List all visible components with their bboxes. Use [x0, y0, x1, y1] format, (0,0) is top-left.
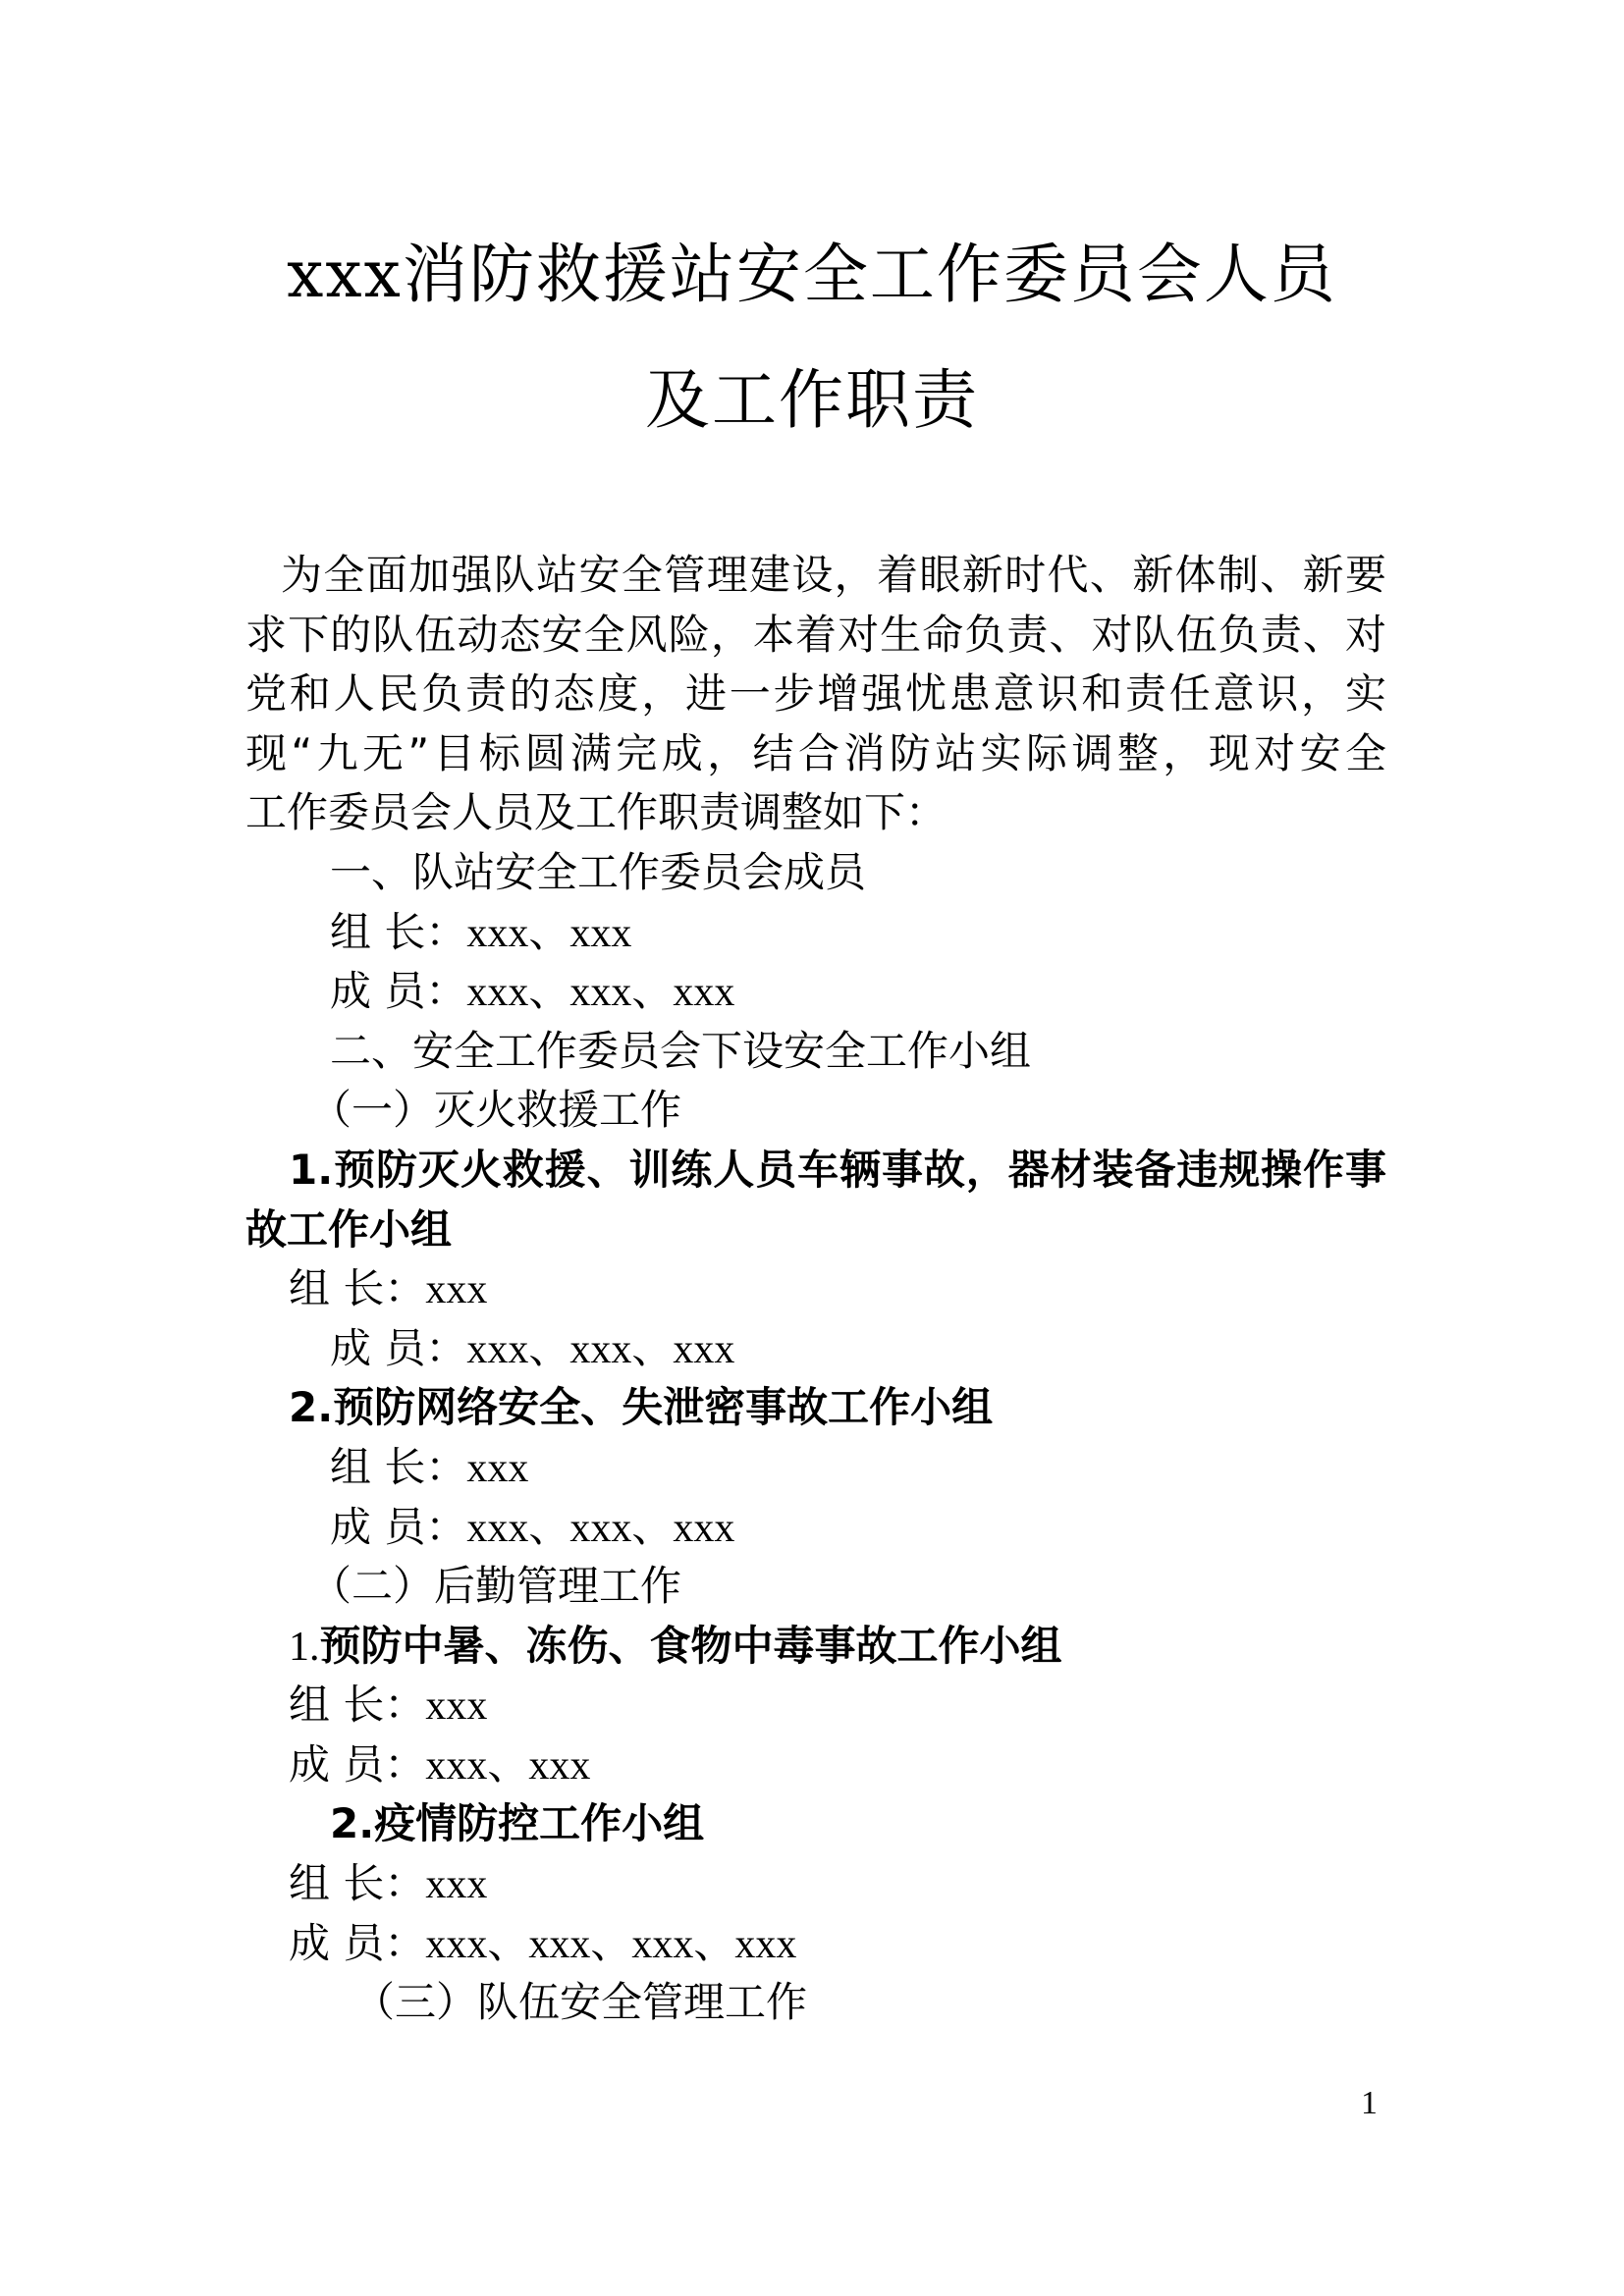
intro-line: 现“九无”目标圆满完成，结合消防站实际调整，现对安全	[245, 728, 1386, 777]
group-number: 1.	[289, 1624, 320, 1670]
group-1-2-title: 2.预防网络安全、失泄密事故工作小组	[289, 1383, 994, 1432]
group-2-1-title	[245, 1617, 1386, 1677]
leader-label: 组 长：	[289, 1681, 426, 1730]
members-value: xxx、xxx、xxx	[466, 1326, 735, 1372]
leader-value: xxx、xxx	[466, 910, 632, 956]
members-label: 成 员：	[289, 1739, 426, 1789]
document-title-line-1: xxx消防救援站安全工作委员会人员	[287, 237, 1337, 312]
members-label: 成 员：	[330, 967, 467, 1016]
page-number: 1	[1361, 2085, 1378, 2121]
group-2-2-members	[245, 1914, 1386, 1974]
leader-value: xxx	[466, 1445, 529, 1491]
members-value: xxx、xxx、xxx	[466, 970, 735, 1016]
section-1-leader	[245, 903, 1386, 963]
group-1-2-members	[245, 1498, 1386, 1558]
section-2-heading: 二、安全工作委员会下设安全工作小组	[330, 1026, 1032, 1075]
members-label: 成 员：	[289, 1918, 426, 1967]
group-2-1-leader	[245, 1676, 1386, 1735]
intro-line: 为全面加强队站安全管理建设，着眼新时代、新体制、新要	[281, 551, 1386, 599]
document-title-line-2: 及工作职责	[645, 362, 979, 438]
leader-label: 组 长：	[330, 1442, 467, 1491]
document-body	[245, 546, 1386, 2033]
group-1-2-leader	[245, 1438, 1386, 1498]
subsection-2-heading: （二）后勤管理工作	[310, 1562, 682, 1611]
section-1-heading: 一、队站安全工作委员会成员	[330, 847, 867, 896]
group-1-1-leader	[245, 1259, 1386, 1319]
intro-line: 党和人民负责的态度，进一步增强忧患意识和责任意识，实	[245, 669, 1386, 719]
leader-label: 组 长：	[330, 907, 467, 956]
section-1-members	[245, 962, 1386, 1022]
leader-label: 组 长：	[289, 1859, 426, 1908]
subsection-1-heading: （一）灭火救援工作	[310, 1086, 682, 1135]
members-label: 成 员：	[330, 1323, 467, 1372]
leader-value: xxx	[425, 1267, 488, 1313]
group-2-1-members	[245, 1735, 1386, 1795]
leader-value: xxx	[425, 1862, 488, 1908]
group-2-2-leader	[245, 1854, 1386, 1914]
group-title: 预防中暑、冻伤、食物中毒事故工作小组	[319, 1621, 1062, 1670]
intro-line: 工作委员会人员及工作职责调整如下：	[245, 788, 947, 837]
group-1-1-title-line-2: 故工作小组	[245, 1204, 453, 1254]
group-1-1-members	[245, 1319, 1386, 1379]
members-value: xxx、xxx	[425, 1742, 591, 1789]
members-value: xxx、xxx、xxx	[466, 1505, 735, 1551]
members-value: xxx、xxx、xxx、xxx	[425, 1921, 797, 1967]
leader-value: xxx	[425, 1683, 488, 1730]
members-label: 成 员：	[330, 1502, 467, 1551]
subsection-3-heading: （三）队伍安全管理工作	[353, 1978, 808, 2027]
leader-label: 组 长：	[289, 1264, 426, 1313]
group-2-2-title: 2.疫情防控工作小组	[330, 1799, 705, 1848]
intro-line: 求下的队伍动态安全风险，本着对生命负责、对队伍负责、对	[245, 610, 1386, 659]
intro-paragraph	[245, 546, 1386, 843]
group-1-1-title-line-1: 1.预防灭火救援、训练人员车辆事故，器材装备违规操作事	[289, 1145, 1386, 1194]
